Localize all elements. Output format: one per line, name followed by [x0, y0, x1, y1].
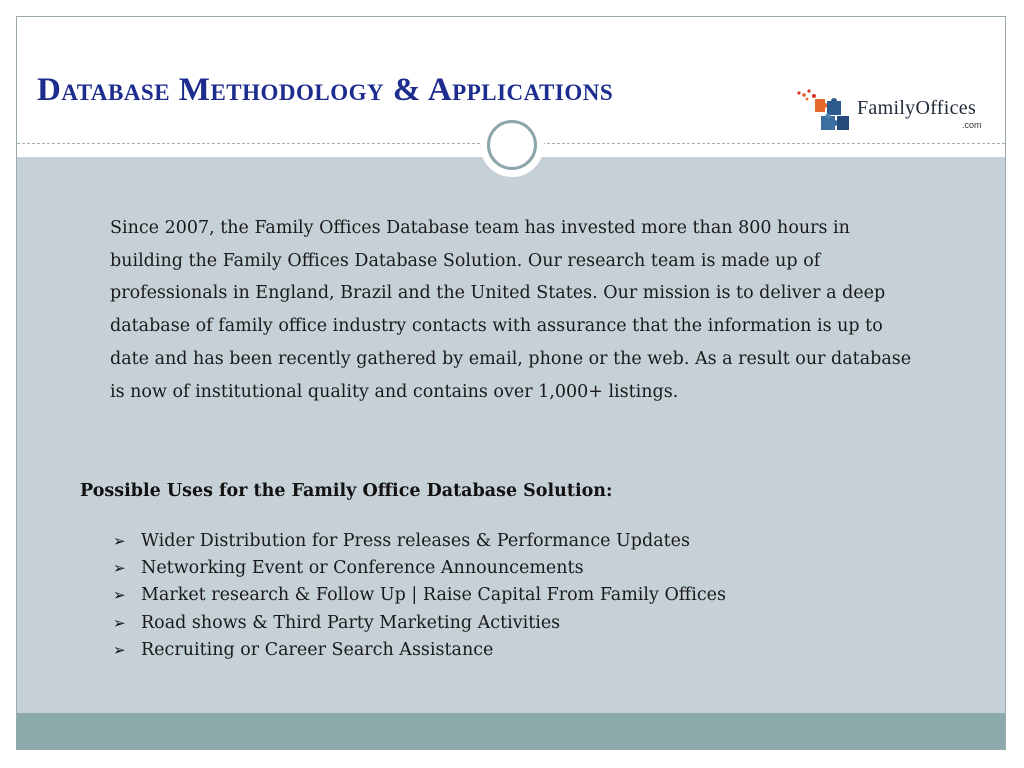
uses-list — [113, 527, 726, 663]
slide — [16, 16, 1006, 750]
list-item — [113, 636, 726, 663]
intro-paragraph: Since 2007, the Family Offices Database team has invested more than 800 hours in building the Family Offices Database Solution. Our research team is made up of professionals in England, Brazil and the United States. Our mission is to deliver a deep database of family office industry contacts with assurance that the information is up to date and has been recently gathered by email, phone or the web. As a result our database is now of institutional quality and contains over 1,000+ listings. — [110, 218, 912, 402]
list-item-text: Networking Event or Conference Announcements — [141, 557, 584, 578]
list-item — [113, 527, 726, 554]
list-item — [113, 554, 726, 581]
arrow-bullet-icon: ➢ — [113, 613, 126, 632]
arrow-bullet-icon: ➢ — [113, 558, 126, 577]
logo-wordmark: FamilyOffices — [857, 97, 977, 119]
puzzle-logo-icon — [795, 85, 857, 135]
page-title: Database Methodology & Applications — [37, 72, 614, 108]
list-item-text: Recruiting or Career Search Assistance — [141, 639, 494, 660]
arrow-bullet-icon: ➢ — [113, 640, 126, 659]
arrow-bullet-icon: ➢ — [113, 531, 126, 550]
list-item — [113, 609, 726, 636]
list-item — [113, 582, 726, 609]
familyoffices-logo — [795, 85, 1005, 135]
logo-domain-suffix: .com — [962, 120, 982, 130]
divider-ring-icon — [487, 120, 537, 170]
list-item-text: Road shows & Third Party Marketing Activities — [141, 612, 561, 633]
list-item-text: Wider Distribution for Press releases & Performance Updates — [141, 530, 690, 551]
footer-band — [17, 713, 1005, 749]
list-item-text: Market research & Follow Up | Raise Capital From Family Offices — [141, 585, 726, 606]
uses-heading: Possible Uses for the Family Office Database Solution: — [80, 481, 613, 501]
arrow-bullet-icon: ➢ — [113, 586, 126, 605]
